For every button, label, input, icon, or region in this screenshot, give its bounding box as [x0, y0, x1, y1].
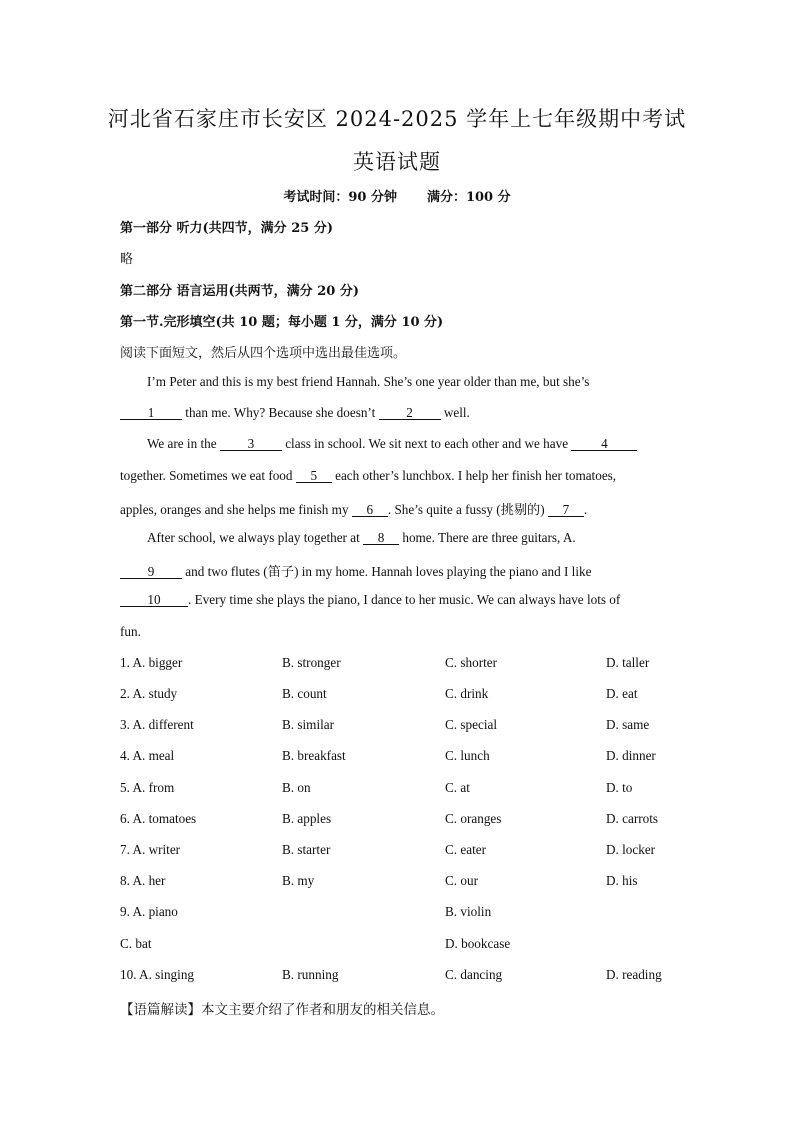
option[interactable]: D. same [606, 717, 650, 732]
option[interactable]: 9. A. piano [120, 904, 178, 919]
option[interactable]: B. count [282, 686, 327, 701]
blank-8[interactable]: 8 [363, 531, 399, 545]
option[interactable]: D. locker [606, 842, 656, 857]
option[interactable]: D. dinner [606, 748, 656, 763]
option[interactable]: C. dancing [445, 967, 503, 982]
option[interactable]: B. apples [282, 811, 332, 826]
option[interactable]: 2. A. study [120, 686, 178, 701]
blank-7[interactable]: 7 [548, 503, 584, 517]
option[interactable]: B. starter [282, 842, 331, 857]
option[interactable]: D. his [606, 873, 638, 888]
passage-line: 1 than me. Why? Because she doesn’t 2 well. [120, 405, 675, 421]
blank-6[interactable]: 6 [352, 503, 388, 517]
option[interactable]: B. similar [282, 717, 335, 732]
passage-line: apples, oranges and she helps me finish my 6 . She’s quite a fussy (挑剔的) 7 . [120, 502, 588, 517]
option[interactable]: D. to [606, 780, 633, 795]
full-score: 满分：100 分 [426, 190, 511, 205]
blank-4[interactable]: 4 [571, 437, 637, 451]
exam-time: 考试时间：90 分钟 [283, 190, 397, 205]
option[interactable]: B. my [282, 873, 315, 888]
blank-10[interactable]: 10 [120, 593, 188, 607]
option[interactable]: 10. A. singing [120, 967, 195, 982]
part2-heading: 第二部分 语言运用(共两节，满分 20 分) [120, 284, 359, 299]
option[interactable]: 3. A. different [120, 717, 194, 732]
option[interactable]: 7. A. writer [120, 842, 181, 857]
option[interactable]: D. taller [606, 655, 650, 670]
part1-heading: 第一部分 听力(共四节，满分 25 分) [120, 221, 333, 236]
option[interactable]: C. bat [120, 936, 152, 951]
section1-heading: 第一节.完形填空(共 10 题；每小题 1 分，满分 10 分) [120, 315, 444, 330]
option[interactable]: D. reading [606, 967, 662, 982]
exam-info [0, 186, 794, 205]
blank-2[interactable]: 2 [379, 406, 441, 420]
option[interactable]: 5. A. from [120, 780, 175, 795]
passage-line: 9 and two flutes (笛子) in my home. Hannah loves playing the piano and I like [120, 561, 675, 580]
option[interactable]: B. on [282, 780, 311, 795]
passage-line: 10 . Every time she plays the piano, I dance to her music. We can always have lots of [120, 592, 675, 608]
option[interactable]: B. stronger [282, 655, 341, 670]
option[interactable]: 6. A. tomatoes [120, 811, 197, 826]
option[interactable]: C. drink [445, 686, 489, 701]
passage-line: I’m Peter and this is my best friend Hannah. She’s one year older than me, but she’s [147, 374, 590, 389]
option[interactable]: 1. A. bigger [120, 655, 183, 670]
passage-analysis: 【语篇解读】本文主要介绍了作者和朋友的相关信息。 [120, 1002, 444, 1018]
option[interactable]: 4. A. meal [120, 748, 175, 763]
passage-line: We are in the 3 class in school. We sit next to each other and we have 4 [120, 436, 702, 452]
option[interactable]: B. violin [445, 904, 492, 919]
instruction: 阅读下面短文，然后从四个选项中选出最佳选项。 [120, 346, 407, 361]
option[interactable]: D. eat [606, 686, 638, 701]
option[interactable]: C. oranges [445, 811, 502, 826]
option[interactable]: C. eater [445, 842, 487, 857]
option[interactable]: D. bookcase [445, 936, 511, 951]
passage-line: fun. [120, 624, 141, 639]
exam-title: 河北省石家庄市长安区 2024-2025 学年上七年级期中考试 [107, 107, 687, 131]
option[interactable]: 8. A. her [120, 873, 166, 888]
blank-9[interactable]: 9 [120, 565, 182, 579]
part1-omitted: 略 [120, 252, 134, 267]
option[interactable]: C. lunch [445, 748, 490, 763]
passage-line: together. Sometimes we eat food 5 each other’s lunchbox. I help her finish her tomatoes, [120, 468, 617, 483]
blank-5[interactable]: 5 [296, 469, 332, 483]
option[interactable]: C. at [445, 780, 470, 795]
blank-3[interactable]: 3 [220, 437, 282, 451]
passage-line: After school, we always play together at 8 home. There are three guitars, A. [147, 530, 576, 545]
option[interactable]: B. running [282, 967, 339, 982]
option[interactable]: C. special [445, 717, 498, 732]
blank-1[interactable]: 1 [120, 406, 182, 420]
option[interactable]: C. shorter [445, 655, 498, 670]
option[interactable]: D. carrots [606, 811, 658, 826]
option[interactable]: C. our [445, 873, 478, 888]
exam-subject-title: 英语试题 [353, 150, 441, 174]
option[interactable]: B. breakfast [282, 748, 346, 763]
